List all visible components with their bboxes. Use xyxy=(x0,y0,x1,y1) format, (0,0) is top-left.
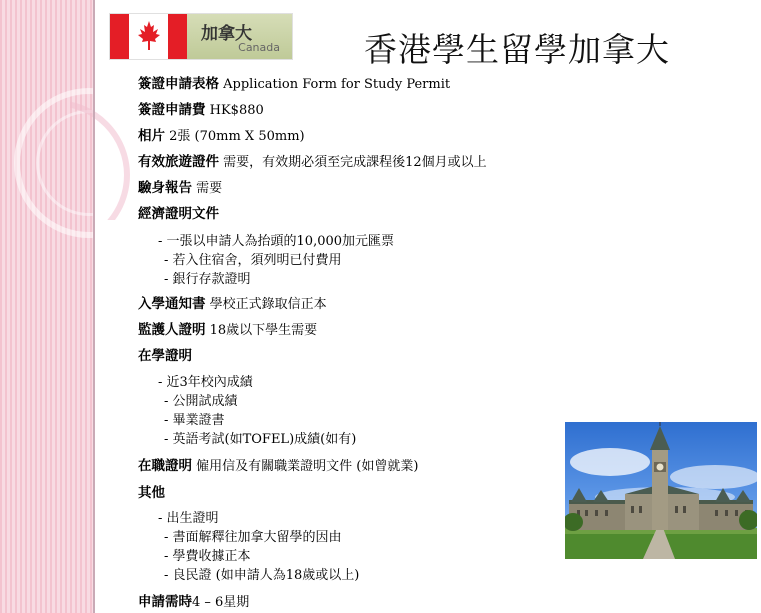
item-label: 簽證申請費 xyxy=(138,102,206,118)
item-others xyxy=(138,485,165,502)
item-label: 其他 xyxy=(138,485,165,501)
item-processing-time xyxy=(138,594,249,611)
item-label: 有效旅遊證件 xyxy=(138,154,219,170)
decorative-side-panel xyxy=(0,0,93,613)
sub-item: - 英語考試(如TOFEL)成績(如有) xyxy=(164,432,357,447)
sub-item: - 出生證明 xyxy=(158,511,219,526)
item-label: 經濟證明文件 xyxy=(138,206,219,222)
item-value: 18歲以下學生需要 xyxy=(205,323,318,338)
sub-item: - 近3年校內成績 xyxy=(158,375,253,390)
sub-item: - 書面解釋往加拿大留學的因由 xyxy=(164,530,342,545)
item-value: 學校正式錄取信正本 xyxy=(205,297,327,312)
sub-item: - 若入住宿舍，須列明已付費用 xyxy=(164,253,342,268)
item-study-proof xyxy=(138,348,192,365)
item-employment-proof xyxy=(138,458,418,475)
sub-item: - 學費收據正本 xyxy=(164,549,251,564)
canada-flag-icon xyxy=(110,14,187,59)
logo-name-zh: 加拿大 xyxy=(201,24,252,44)
item-financial-proof xyxy=(138,206,219,223)
sub-item: - 公開試成績 xyxy=(164,394,238,409)
item-value: Application Form for Study Permit xyxy=(219,77,451,92)
decorative-ring-tail xyxy=(70,100,130,220)
item-value: 4 – 6星期 xyxy=(192,595,250,610)
sub-item: - 良民證 (如申請人為18歲或以上) xyxy=(164,568,360,583)
item-admission-letter xyxy=(138,296,327,313)
panel-divider xyxy=(93,0,95,613)
item-value: 2張 (70mm X 50mm) xyxy=(165,129,305,144)
item-label: 在學證明 xyxy=(138,348,192,364)
item-label: 相片 xyxy=(138,128,165,144)
item-value: 需要 xyxy=(192,181,223,196)
item-visa-fee xyxy=(138,102,264,119)
page-title: 香港學生留學加拿大 xyxy=(364,30,670,69)
logo-name-en: Canada xyxy=(238,41,280,54)
item-label: 在職證明 xyxy=(138,458,192,474)
item-travel-document xyxy=(138,154,487,171)
item-label: 監護人證明 xyxy=(138,322,206,338)
item-label: 簽證申請表格 xyxy=(138,76,219,92)
canada-logo xyxy=(109,13,293,60)
item-value: 僱用信及有關職業證明文件 (如曾就業) xyxy=(192,459,419,474)
parliament-building-photo xyxy=(565,422,757,559)
item-photos xyxy=(138,128,305,145)
item-guardian-proof xyxy=(138,322,317,339)
item-label: 入學通知書 xyxy=(138,296,206,312)
item-value: 需要，有效期必須至完成課程後12個月或以上 xyxy=(219,155,487,170)
item-value: HK$880 xyxy=(205,103,264,118)
item-label: 驗身報告 xyxy=(138,180,192,196)
sub-item: - 一張以申請人為抬頭的10,000加元匯票 xyxy=(158,234,395,249)
logo-label xyxy=(187,14,292,59)
sub-item: - 畢業證書 xyxy=(164,413,225,428)
item-medical-report xyxy=(138,180,222,197)
item-application-form xyxy=(138,76,450,93)
sub-item: - 銀行存款證明 xyxy=(164,272,251,287)
item-label: 申請需時 xyxy=(138,594,192,610)
